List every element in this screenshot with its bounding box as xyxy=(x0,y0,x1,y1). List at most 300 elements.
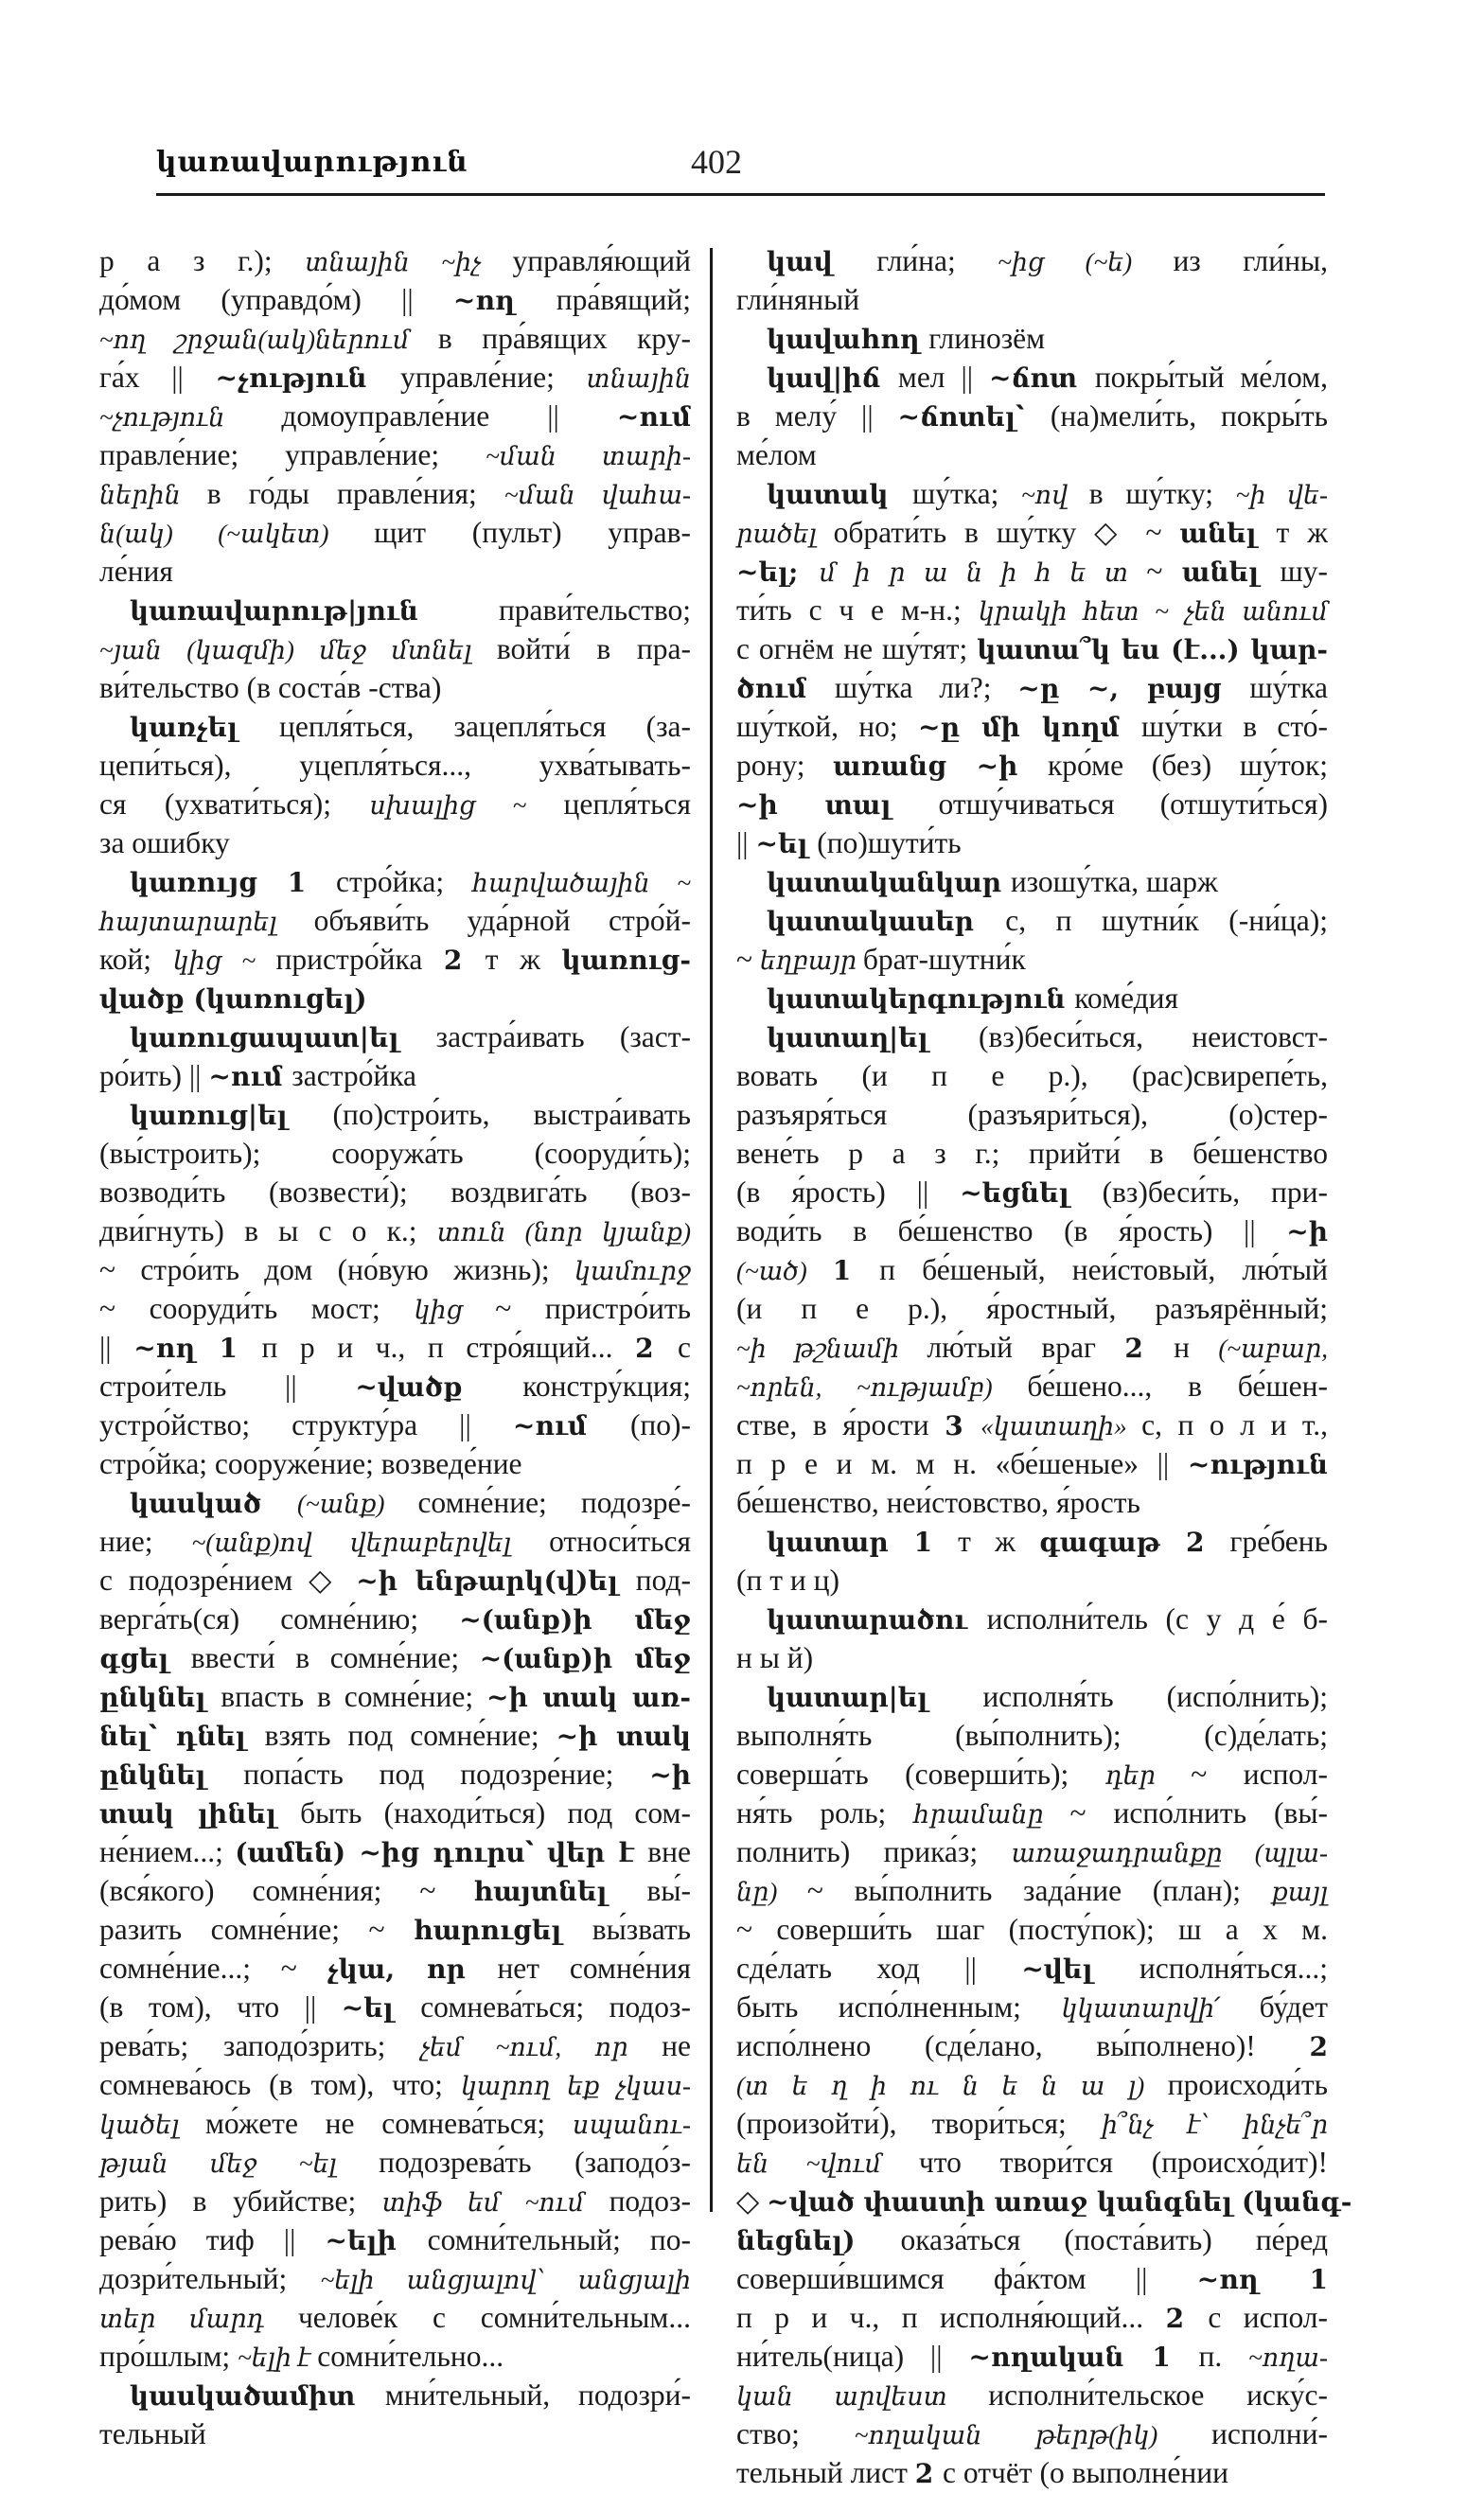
translation-text: ство; xyxy=(736,2417,855,2450)
translation-text: подозрева́ть (заподо́з- xyxy=(379,2146,691,2179)
armenian-example: են ~վում xyxy=(736,2149,919,2178)
headword: հարուցել xyxy=(413,1915,592,1946)
entry-line xyxy=(736,1056,1328,1095)
translation-text: сомнева́юсь (в том), что; xyxy=(99,2068,461,2101)
translation-text: шу́тка xyxy=(1249,671,1329,704)
headword: կավահող xyxy=(767,324,929,355)
translation-text: обрати́ть в шу́тку ◇ ~ xyxy=(833,516,1180,549)
translation-text: рева́ть; заподо́зрить; xyxy=(99,2029,421,2062)
headword: չկա, որ xyxy=(327,1954,498,1985)
armenian-example: ~ողական թերթ(իկ) xyxy=(854,2421,1212,2449)
translation-text: ~ стро́ить дом (но́вую жизнь); xyxy=(99,1253,574,1286)
translation-text: (в я́рость) || xyxy=(736,1176,961,1209)
translation-text: (на)мели́ть, покры́ть xyxy=(1050,399,1329,433)
entry-line xyxy=(736,1794,1328,1832)
entry-line xyxy=(736,2453,1328,2492)
translation-text: (по)шути́ть xyxy=(817,826,962,859)
translation-text: быть испо́лненным; xyxy=(736,1990,1062,2024)
entry-line xyxy=(736,1716,1328,1755)
translation-text: оказа́ться (поста́вить) пе́ред xyxy=(900,2223,1329,2256)
headword: 2 xyxy=(635,1333,679,1364)
entry-start-line xyxy=(736,901,1328,940)
entry-start-line xyxy=(736,979,1328,1017)
translation-text: рить) в убийстве; xyxy=(99,2184,382,2218)
entry-line xyxy=(99,2065,691,2104)
headword: ~(անք)ի մեջ xyxy=(459,1604,691,1635)
entry-line xyxy=(736,1328,1328,1367)
headword: ~ի xyxy=(649,1759,691,1791)
entry-line xyxy=(99,319,691,358)
translation-text: (произойти́), твори́ться; xyxy=(736,2107,1102,2140)
headword: կատա՞կ ես (է...) կար- xyxy=(977,634,1329,665)
translation-text: ввести́ в сомне́ние; xyxy=(190,1641,480,1674)
armenian-example: տեր մարդ xyxy=(99,2305,298,2333)
translation-text: (вся́кого) сомне́ния; ~ xyxy=(99,1874,474,1907)
translation-text: дозри́тельный; xyxy=(99,2262,321,2295)
headword: անել xyxy=(1179,518,1277,549)
entry-line xyxy=(99,2220,691,2259)
translation-text: гли́на; xyxy=(876,244,998,277)
headword: անել xyxy=(1181,557,1281,588)
entry-line xyxy=(99,1755,691,1794)
translation-text: впасть в сомне́ние; xyxy=(221,1680,486,1713)
translation-text: коме́дия xyxy=(1074,981,1178,1015)
entry-line xyxy=(736,2376,1328,2414)
translation-text: с отчёт (о выполне́нии xyxy=(943,2456,1228,2489)
translation-text: до́мом (управдо́м) || xyxy=(99,283,453,316)
armenian-example: քայլ xyxy=(1271,1878,1328,1906)
entry-line xyxy=(99,1522,691,1561)
entry-line xyxy=(99,2259,691,2298)
entry-line xyxy=(99,241,691,280)
translation-text: (вы́строить); сооружа́ть (сооруди́ть); xyxy=(99,1137,691,1170)
headword: ~ելի xyxy=(325,2225,428,2256)
translation-text: правле́ние; управле́ние; xyxy=(99,438,486,471)
entry-start-line xyxy=(99,707,691,746)
translation-text: быть (находи́ться) под сом- xyxy=(300,1796,691,1830)
armenian-example: ~(անք)ով վերաբերվել xyxy=(191,1529,550,1557)
translation-text: п р и ч., п стро́ящий... xyxy=(261,1331,636,1364)
translation-text: бе́шенство, неи́стовство, я́рость xyxy=(736,1486,1140,1519)
headword: տակ լինել xyxy=(99,1798,301,1830)
headword: 2 xyxy=(443,945,486,976)
translation-text: вовать (и п е р.), (рас)свирепе́ть, xyxy=(736,1059,1328,1092)
translation-text: мо́жете не сомнева́ться; xyxy=(204,2107,573,2140)
translation-text: лю́тый враг xyxy=(927,1331,1125,1364)
translation-text: (и п е р.), я́ростный, разъярённый; xyxy=(736,1292,1328,1325)
entry-line xyxy=(736,1638,1328,1677)
translation-text: исполня́ться...; xyxy=(1139,1952,1328,1985)
armenian-example: կամուրջ xyxy=(574,1257,691,1285)
entry-line xyxy=(99,1988,691,2026)
headword: կառուցապատ|ել xyxy=(130,1022,436,1053)
translation-text: в го́ды правле́ния; xyxy=(206,477,504,510)
armenian-example: սպանու- xyxy=(572,2111,691,2139)
entry-line xyxy=(99,1056,691,1095)
translation-text: га́х || xyxy=(99,361,216,394)
translation-text: т ж xyxy=(485,943,562,976)
headword: կավ xyxy=(767,246,877,277)
translation-text: (по)стро́ить, выстра́ивать xyxy=(332,1098,691,1131)
armenian-example: կից xyxy=(414,1296,496,1324)
page-number: 402 xyxy=(691,143,742,181)
translation-text: н ы й) xyxy=(736,1641,814,1674)
entry-line xyxy=(99,979,691,1017)
translation-text: с подозре́нием ◇ xyxy=(99,1564,357,1597)
entry-start-line xyxy=(736,319,1328,358)
entry-line xyxy=(99,823,691,862)
headword: ~ում xyxy=(512,1410,630,1441)
armenian-example: տնային xyxy=(586,364,691,393)
translation-text: домоуправле́ние || xyxy=(281,399,617,433)
translation-text: кро́ме (без) шу́ток; xyxy=(1047,749,1329,782)
headword: ~ճոտել՝ xyxy=(897,401,1051,433)
translation-text: с испол- xyxy=(1208,2301,1328,2334)
headword: ~ող 1 xyxy=(1196,2264,1328,2295)
entry-line xyxy=(736,2065,1328,2104)
headword: ~ություն xyxy=(1187,1449,1328,1480)
entry-line xyxy=(99,1289,691,1328)
entry-line xyxy=(736,1910,1328,1949)
translation-text: (в том), что || xyxy=(99,1990,342,2024)
translation-text: || xyxy=(736,826,756,859)
entry-line xyxy=(99,2298,691,2337)
translation-text: ~ пристро́ить xyxy=(495,1292,691,1325)
translation-text: полнить) прика́з; xyxy=(736,1835,1012,1868)
entry-start-line xyxy=(736,1017,1328,1056)
headword: կատակ xyxy=(767,479,913,510)
armenian-example: (~անք) xyxy=(296,1490,418,1518)
entry-line xyxy=(736,552,1328,591)
headword: ~ողական 1 xyxy=(968,2342,1199,2373)
armenian-example: կից ~ xyxy=(172,946,276,975)
translation-text: вы́звать xyxy=(592,1913,691,1946)
translation-text: ~ вы́полнить зада́ние (план); xyxy=(806,1874,1272,1907)
entry-line xyxy=(736,2104,1328,2143)
translation-text: устро́йство; структу́ра || xyxy=(99,1408,513,1441)
headword: առանց ~ի xyxy=(833,751,1048,782)
translation-text: не xyxy=(662,2029,691,2062)
translation-text: ◇ xyxy=(736,2184,768,2218)
translation-text: цепи́ться), уцепля́ться..., ухва́тывать- xyxy=(99,749,691,782)
armenian-example: դեր xyxy=(1104,1761,1192,1790)
entry-line xyxy=(736,1367,1328,1406)
entry-line xyxy=(736,591,1328,629)
translation-text: гре́бень xyxy=(1229,1525,1329,1558)
entry-line xyxy=(736,707,1328,746)
translation-text: соверши́вшимся фа́ктом || xyxy=(736,2262,1197,2295)
translation-text: бу́дет xyxy=(1259,1990,1328,2024)
armenian-example: ~որեն, ~ությամբ) xyxy=(736,1373,1028,1402)
entry-line xyxy=(99,940,691,979)
entry-start-line xyxy=(99,1483,691,1522)
headword: կավ|իճ xyxy=(767,362,898,394)
translation-text: цепля́ться, зацепля́ться (за- xyxy=(279,710,691,743)
entry-line xyxy=(99,1638,691,1677)
translation-text: разъяря́ться (разъяри́ться), (о)стер- xyxy=(736,1098,1328,1131)
headword: կառույց 1 xyxy=(130,867,337,898)
headword: (ամեն) ~ից դուրս՝ վեր է xyxy=(235,1837,648,1868)
entry-line xyxy=(99,1444,691,1483)
headword: ~ճոտ xyxy=(989,362,1095,394)
translation-text: ~ испо́лнить (вы́- xyxy=(1069,1796,1328,1830)
entry-line xyxy=(736,2414,1328,2453)
translation-text: что твори́тся (происхо́дит)! xyxy=(918,2146,1328,2179)
armenian-example: ~ի վե- xyxy=(1235,481,1328,509)
translation-text: сомне́ние...; ~ xyxy=(99,1952,327,1985)
entry-line xyxy=(99,1716,691,1755)
translation-text: гли́няный xyxy=(736,283,860,316)
translation-text: води́ть в бе́шенство (в я́рость) || xyxy=(736,1214,1287,1247)
headword: գցել xyxy=(99,1643,191,1674)
page-header xyxy=(156,142,1325,191)
translation-text: сомни́тельно... xyxy=(317,2340,504,2373)
translation-text: с xyxy=(678,1331,691,1364)
headword: կառչել xyxy=(130,712,280,743)
armenian-example: առաջադրանքը (պլա- xyxy=(1011,1839,1329,1867)
entry-line xyxy=(99,2026,691,2065)
translation-text: сомне́ние; подозре́- xyxy=(417,1486,691,1519)
translation-text: тельный лист xyxy=(736,2456,915,2489)
translation-text: управля́ющий xyxy=(512,244,691,277)
translation-text: нет сомне́ния xyxy=(497,1952,691,1985)
armenian-example: րածել xyxy=(736,520,834,548)
entry-line xyxy=(99,1677,691,1716)
translation-text: с, п о л и т., xyxy=(1141,1408,1329,1441)
headword: ընկնել xyxy=(99,1759,244,1791)
entry-line xyxy=(99,746,691,785)
headword: ~եցնել xyxy=(960,1177,1103,1209)
entry-start-line xyxy=(736,862,1328,901)
headword: ընկնել xyxy=(99,1682,221,1713)
armenian-example: ~ի թշնամի xyxy=(736,1335,928,1363)
translation-text: шу́ткой, но; xyxy=(736,710,919,743)
headword: ~ը մի կողմ xyxy=(918,712,1141,743)
armenian-example: (~ած) xyxy=(736,1257,833,1285)
entry-start-line xyxy=(736,241,1328,280)
translation-text: мел || xyxy=(897,361,990,394)
entry-line xyxy=(736,1561,1328,1600)
translation-text: т ж xyxy=(1276,516,1329,549)
translation-text: застро́йка xyxy=(292,1059,417,1092)
translation-text: вы́- xyxy=(646,1874,691,1907)
entry-line xyxy=(99,1600,691,1638)
entry-line xyxy=(736,280,1328,319)
translation-text: испо́лнено (сде́лано, вы́полнено)! xyxy=(736,2029,1310,2062)
headword: նեցնել) xyxy=(736,2225,901,2256)
headword: կառավարութ|յուն xyxy=(130,595,499,627)
entry-line xyxy=(99,474,691,513)
translation-text: войти́ в пра- xyxy=(496,632,691,665)
translation-text: шу- xyxy=(1280,555,1328,588)
entry-line xyxy=(99,1250,691,1289)
headword: վածք (կառուցել) xyxy=(99,983,367,1015)
translation-text: вне xyxy=(647,1835,691,1868)
armenian-example: ~ման տարի- xyxy=(486,442,692,470)
translation-text: констру́кция; xyxy=(522,1370,691,1403)
entry-line xyxy=(99,2143,691,2182)
translation-text: ни́тель(ница) || xyxy=(736,2340,969,2373)
headword: կառուց|ել xyxy=(130,1100,333,1131)
entry-line xyxy=(736,940,1328,979)
translation-text: стро́йка; xyxy=(336,865,472,898)
armenian-example: կան արվեստ xyxy=(736,2382,989,2411)
translation-text: происходи́ть xyxy=(1167,2068,1328,2101)
headword: ~ի տալ xyxy=(736,789,939,821)
translation-text: изошу́тка, шарж xyxy=(1010,865,1218,898)
armenian-example: ներին xyxy=(99,481,207,509)
translation-text: ти́ть с ч е м-н.; xyxy=(736,593,979,627)
translation-text: выполня́ть (вы́полнить); (с)де́лать; xyxy=(736,1719,1328,1752)
headword: կատար|ել xyxy=(767,1682,983,1713)
translation-text: (по)- xyxy=(629,1408,692,1441)
translation-text: п р е и м. м н. «бе́шеные» || xyxy=(736,1447,1188,1480)
entry-line xyxy=(736,1871,1328,1910)
entry-line xyxy=(736,513,1328,552)
translation-text: в пра́вящих кру- xyxy=(437,322,691,355)
entry-line xyxy=(736,2026,1328,2065)
translation-text: с огнём не шу́тят; xyxy=(736,632,978,665)
translation-text: кой; xyxy=(99,943,173,976)
headword: կատակերգություն xyxy=(767,983,1075,1015)
entry-line xyxy=(99,552,691,591)
translation-text: прави́тельство; xyxy=(498,593,691,627)
headword: 2 xyxy=(1309,2031,1328,2062)
entry-line xyxy=(736,823,1328,862)
translation-text: не́нием...; xyxy=(99,1835,236,1868)
translation-text: за ошибку xyxy=(99,826,230,859)
armenian-example: ~ով xyxy=(1021,481,1089,509)
armenian-example: տնային ~իչ xyxy=(305,248,513,276)
translation-text: стро́йка; сооруже́ние; возведе́ние xyxy=(99,1447,522,1480)
headword: կատականկար xyxy=(767,867,1011,898)
headword: 2 xyxy=(1124,1333,1175,1364)
entry-line xyxy=(99,629,691,668)
armenian-example: ~յան (կազմի) մեջ մտնել xyxy=(99,636,497,664)
armenian-example: ~չություն xyxy=(99,403,282,432)
headword: ~ել; xyxy=(736,557,820,588)
armenian-example: նը) xyxy=(736,1878,807,1906)
translation-text: глинозём xyxy=(928,322,1046,355)
armenian-example: ~ող շրջան(ակ)ներում xyxy=(99,326,438,354)
entry-line xyxy=(736,1988,1328,2026)
armenian-example: ~ելի է xyxy=(238,2343,318,2372)
entry-line xyxy=(99,397,691,435)
translation-text: ме́лом xyxy=(736,438,817,471)
translation-text: в мелу́ || xyxy=(736,399,898,433)
translation-text: (вз)беси́ть, при- xyxy=(1102,1176,1328,1209)
armenian-example: ~ից (~ե) xyxy=(998,248,1174,276)
translation-text: щит (пульт) управ- xyxy=(374,516,691,549)
entry-line xyxy=(99,2104,691,2143)
entry-line xyxy=(736,435,1328,474)
headword: կատաղ|ել xyxy=(767,1022,979,1053)
translation-text: ~ xyxy=(1146,555,1182,588)
entry-line xyxy=(99,1871,691,1910)
translation-text: рева́ю тиф || xyxy=(99,2223,326,2256)
translation-text: покры́тый ме́лом, xyxy=(1094,361,1328,394)
translation-text: исполни́- xyxy=(1211,2417,1328,2450)
entry-line xyxy=(736,1173,1328,1211)
entry-start-line xyxy=(99,591,691,629)
headword: ~ի տակ առ- xyxy=(486,1682,691,1713)
translation-text: ся (ухвати́ться); xyxy=(99,787,370,821)
headword: նել՝ դնել xyxy=(99,1721,265,1752)
translation-text: (п т и ц) xyxy=(736,1564,839,1597)
entry-line xyxy=(99,1794,691,1832)
translation-text: р а з г.); xyxy=(99,244,306,277)
left-column xyxy=(99,241,691,2453)
translation-text: ня́ть роль; xyxy=(736,1796,914,1830)
translation-text: || xyxy=(99,1331,134,1364)
entry-line xyxy=(99,1173,691,1211)
headword: 3 xyxy=(945,1410,981,1441)
headword: 2 xyxy=(1165,2303,1209,2334)
entry-start-line xyxy=(99,1095,691,1134)
translation-text: застра́ивать (заст- xyxy=(435,1020,691,1053)
entry-line xyxy=(736,785,1328,823)
headword: ~չություն xyxy=(215,362,400,394)
entry-line xyxy=(99,513,691,552)
armenian-example: (~աբար, xyxy=(1218,1335,1328,1363)
translation-text: разить сомне́ние; ~ xyxy=(99,1913,414,1946)
translation-text: исполни́тель (с у д е́ б- xyxy=(986,1602,1328,1635)
translation-text: рону; xyxy=(736,749,834,782)
armenian-example: ն(ակ) (~ակետ) xyxy=(99,520,375,548)
armenian-example: «կատաղի» xyxy=(980,1412,1142,1441)
headword: ~ել xyxy=(341,1992,421,2024)
headword: հայտնել xyxy=(473,1876,647,1907)
entry-line xyxy=(99,785,691,823)
headword: կասկած xyxy=(130,1488,297,1519)
entry-line xyxy=(99,1832,691,1871)
translation-text: из гли́ны, xyxy=(1173,244,1328,277)
headword: ~ող 1 xyxy=(133,1333,262,1364)
headword: ~ում xyxy=(616,401,692,433)
translation-text: мни́тельный, подозри́- xyxy=(384,2378,691,2412)
translation-text: с, п шутни́к (-ни́ца); xyxy=(1005,904,1329,937)
armenian-example: ~ելի անցյալով՝ անցյալի xyxy=(320,2266,691,2294)
entry-line xyxy=(736,629,1328,668)
armenian-example: ի՞նչ է՝ ինչե՞ր xyxy=(1101,2111,1328,2139)
entry-start-line xyxy=(99,2376,691,2414)
entry-line xyxy=(99,1367,691,1406)
entry-line xyxy=(736,1406,1328,1444)
translation-text: т ж xyxy=(958,1525,1039,1558)
header-rule xyxy=(156,193,1325,196)
entry-line xyxy=(736,668,1328,707)
translation-text: про́шлым; xyxy=(99,2340,238,2373)
entry-line xyxy=(99,2337,691,2376)
translation-text: п бе́шеный, неи́стовый, лю́тый xyxy=(879,1253,1328,1286)
translation-text: ~ испол- xyxy=(1191,1758,1328,1791)
entry-line xyxy=(99,1910,691,1949)
entry-start-line xyxy=(99,862,691,901)
armenian-example: կրակի հետ ~ չեն անում xyxy=(978,597,1328,626)
entry-line xyxy=(736,2337,1328,2376)
entry-line xyxy=(736,1250,1328,1289)
translation-text: дви́гнуть) в ы с о к.; xyxy=(99,1214,437,1247)
entry-line xyxy=(736,1211,1328,1250)
translation-text: отшу́чиваться (отшути́ться) xyxy=(938,787,1328,821)
translation-text: брат-шутни́к xyxy=(862,943,1026,976)
translation-text: п. xyxy=(1198,2340,1249,2373)
translation-text: ~ соверши́ть шаг (посту́пок); ш а х м. xyxy=(736,1913,1328,1946)
entry-line xyxy=(736,1483,1328,1522)
translation-text: шу́тка; xyxy=(912,477,1022,510)
armenian-example: կարող եք չկաս- xyxy=(460,2072,691,2100)
translation-text: объяви́ть уда́рной стро́й- xyxy=(313,904,692,937)
